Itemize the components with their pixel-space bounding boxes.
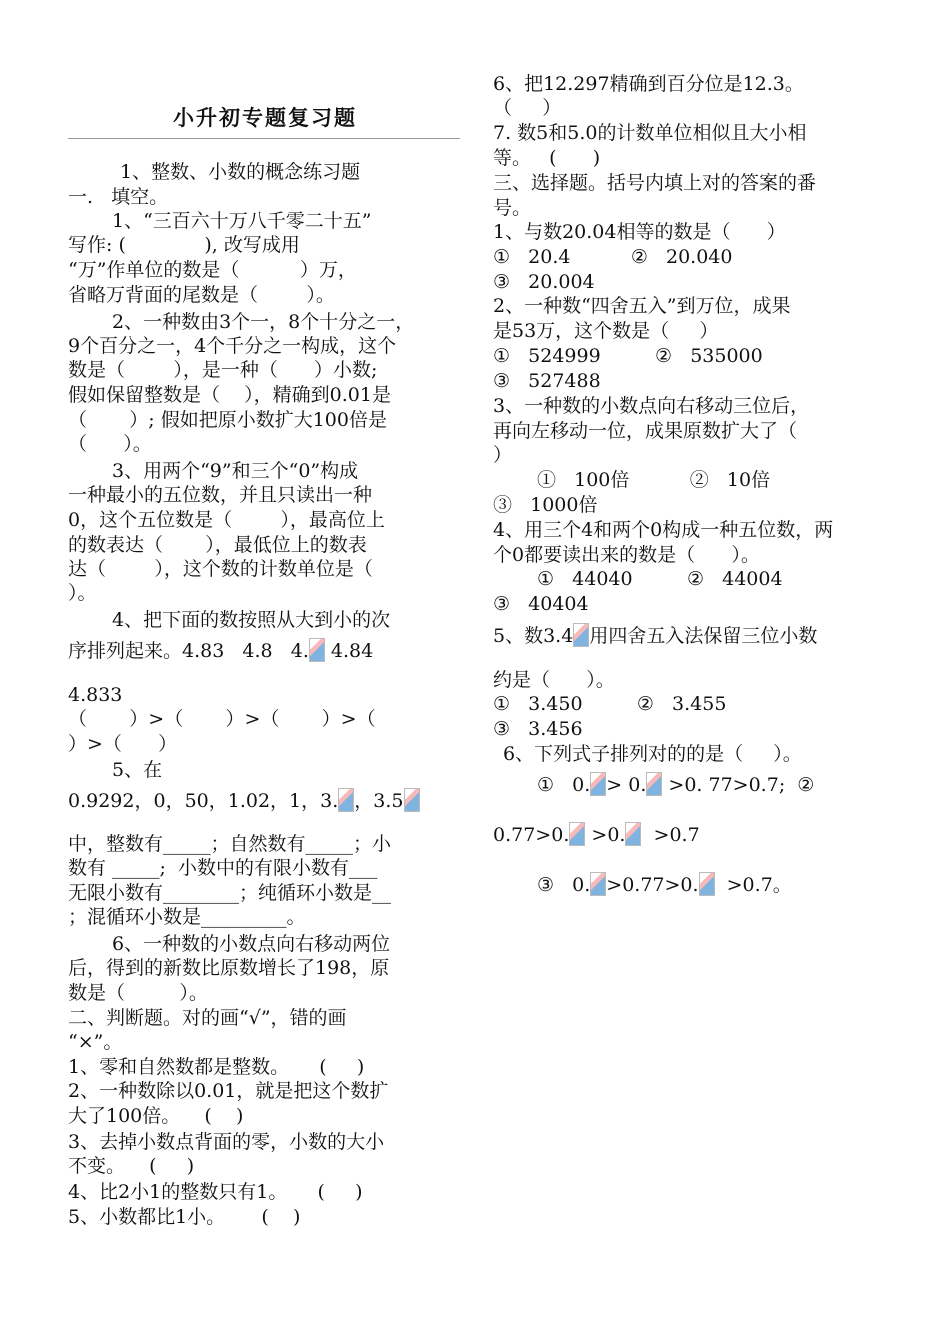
text-run: 1、零和自然数都是整数。 ( ): [68, 1056, 365, 1078]
text-run: 号。: [493, 197, 532, 219]
text-line: [537, 872, 792, 897]
text-line: [493, 443, 512, 467]
text-run: ）。: [68, 582, 97, 604]
text-line: [68, 508, 385, 532]
missing-image-icon: [646, 772, 662, 796]
text-line: [493, 592, 589, 616]
text-line: [493, 518, 833, 542]
text-line: [493, 319, 718, 343]
text-line: [68, 981, 208, 1005]
text-run: （ ）; 假如把原小数扩大100倍是: [68, 409, 387, 431]
missing-image-icon: [590, 772, 606, 796]
text-run: 4.84: [324, 640, 374, 662]
text-line: [68, 1104, 243, 1128]
text-run: 7. 数5和5.0的计数单位相似且大小相: [493, 122, 807, 144]
text-run: 等。 ( ): [493, 147, 601, 169]
text-line: [493, 270, 595, 294]
text-line: [68, 334, 396, 358]
text-line: [493, 369, 601, 393]
text-run: 3、去掉小数点背面的零，小数的大小: [68, 1131, 385, 1153]
text-run: 的数表达（ ），最低位上的数表: [68, 534, 367, 556]
text-run: 5、小数都比1小。 ( ): [68, 1206, 301, 1228]
text-run: 大了100倍。 ( ): [68, 1105, 244, 1127]
text-run: ③ 0.: [537, 874, 591, 896]
text-run: ）>（ ）: [68, 733, 178, 755]
text-run: （ ）。: [68, 433, 152, 455]
text-line: [112, 758, 162, 782]
text-run: 二、判断题。对的画“√”，错的画: [68, 1007, 347, 1029]
text-line: [68, 358, 377, 382]
text-line: [68, 638, 373, 663]
text-run: 无限小数有________；纯循环小数是__: [68, 882, 392, 904]
missing-image-icon: [590, 872, 606, 896]
missing-image-icon: [699, 872, 715, 896]
text-run: 数是（ ），是一种（ ）小数;: [68, 359, 378, 381]
text-line: [493, 196, 531, 220]
text-run: 2、一种数“四舍五入”到万位，成果: [493, 295, 791, 317]
text-line: [493, 146, 600, 170]
text-run: 3、一种数的小数点向右移动三位后，: [493, 395, 810, 417]
text-run: 0，这个五位数是（ ），最高位上: [68, 509, 385, 531]
text-line: [68, 1180, 363, 1204]
text-line: [68, 1030, 122, 1054]
text-line: [68, 533, 367, 557]
text-run: （ ）>（ ）>（ ）>（: [68, 708, 376, 730]
text-line: [68, 1130, 384, 1154]
text-run: 3、用两个“9”和三个“0”构成: [112, 460, 359, 482]
text-line: [493, 822, 700, 847]
text-run: 再向左移动一位，成果原数扩大了（: [493, 420, 798, 442]
text-line: [112, 608, 390, 632]
text-line: [68, 856, 378, 880]
text-run: 数是（ ）。: [68, 982, 208, 1004]
text-line: [493, 668, 615, 692]
text-run: 三、选择题。括号内填上对的答案的番: [493, 172, 817, 194]
text-run: ；混循环小数是_________。: [68, 906, 306, 928]
text-run: ① 20.4 ② 20.040: [493, 246, 733, 268]
text-line: [68, 956, 389, 980]
missing-image-icon: [569, 822, 585, 846]
text-run: >0. 77>0.7; ②: [662, 774, 815, 796]
text-line: [537, 468, 770, 492]
text-run: ① 524999 ② 535000: [493, 345, 763, 367]
text-run: “万”作单位的数是（ ）万，: [68, 259, 357, 281]
text-line: [537, 772, 814, 797]
text-run: >0.7。: [714, 874, 792, 896]
text-run: 个0都要读出来的数是（ ）。: [493, 544, 760, 566]
text-run: 不变。 ( ): [68, 1155, 195, 1177]
text-run: 1、整数、小数的概念练习题: [120, 161, 361, 183]
text-run: 6、一种数的小数点向右移动两位: [112, 933, 391, 955]
text-run: 用四舍五入法保留三位小数: [589, 625, 818, 647]
text-run: 一. 填空。: [68, 186, 169, 208]
text-run: 后，得到的新数比原数增长了198，原: [68, 957, 390, 979]
text-line: [493, 121, 806, 145]
text-run: ③ 527488: [493, 370, 601, 392]
text-line: [120, 160, 360, 184]
text-line: [493, 493, 597, 517]
text-line: [68, 707, 376, 731]
text-run: “×”。: [68, 1031, 123, 1053]
text-line: [68, 233, 300, 257]
missing-image-icon: [338, 788, 354, 812]
text-line: [493, 419, 797, 443]
text-run: 4、比2小1的整数只有1。 ( ): [68, 1181, 363, 1203]
text-line: [68, 483, 372, 507]
text-run: 省略万背面的尾数是（ ）。: [68, 284, 335, 306]
text-run: 6、下列式子排列对的的是（ ）。: [503, 743, 802, 765]
text-line: [68, 881, 391, 905]
text-run: 是53万，这个数是（ ）: [493, 320, 719, 342]
text-line: [493, 623, 817, 648]
text-line: [493, 72, 804, 96]
text-run: ）: [493, 444, 513, 466]
text-run: 5、数3.4: [493, 625, 574, 647]
text-line: [68, 732, 177, 756]
text-run: 序排列起来。4.83 4.8 4.: [68, 640, 309, 662]
text-run: 4.833: [68, 684, 123, 706]
text-line: [112, 459, 358, 483]
text-line: [493, 394, 809, 418]
text-line: [493, 96, 561, 120]
text-line: [503, 742, 802, 766]
missing-image-icon: [404, 788, 420, 812]
text-run: ③ 40404: [493, 593, 589, 615]
text-line: [68, 581, 97, 605]
text-line: [68, 788, 420, 813]
text-line: [68, 1055, 364, 1079]
text-run: 2、一种数由3个一，8个十分之一，: [112, 311, 415, 333]
text-line: [68, 1205, 300, 1229]
text-run: 1、“三百六十万八千零二十五”: [112, 210, 372, 232]
text-line: [112, 209, 372, 233]
text-run: ① 100倍 ② 10倍: [537, 469, 771, 491]
text-line: [537, 567, 783, 591]
text-run: ③ 20.004: [493, 271, 595, 293]
text-line: [68, 408, 387, 432]
text-run: 约是（ ）。: [493, 669, 615, 691]
text-line: [493, 692, 726, 716]
text-run: 假如保留整数是（ ），精确到0.01是: [68, 384, 391, 406]
text-line: [68, 432, 152, 456]
text-run: > 0.: [606, 774, 647, 796]
missing-image-icon: [625, 822, 641, 846]
text-run: 一种最小的五位数，并且只读出一种: [68, 484, 373, 506]
text-line: [68, 1154, 194, 1178]
text-line: [493, 294, 791, 318]
text-run: >0.: [585, 824, 626, 846]
text-run: ③ 3.456: [493, 718, 583, 740]
text-line: [493, 171, 816, 195]
text-line: [68, 905, 306, 929]
missing-image-icon: [573, 623, 589, 647]
text-line: [68, 683, 122, 707]
text-run: 中，整数有_____；自然数有_____；小: [68, 833, 392, 855]
text-run: ③ 1000倍: [493, 494, 598, 516]
text-run: 写作: ( ), 改写成用: [68, 234, 300, 256]
text-line: [493, 220, 786, 244]
title-divider: [68, 138, 460, 139]
text-line: [112, 932, 390, 956]
text-run: 0.9292，0，50，1.02，1，3.: [68, 790, 339, 812]
text-run: ① 44040 ② 44004: [537, 568, 783, 590]
page-title: 小升初专题复习题: [173, 106, 357, 130]
text-line: [112, 310, 414, 334]
text-run: （ ）: [493, 97, 562, 119]
text-run: 0.77>0.: [493, 824, 570, 846]
text-line: [68, 1079, 388, 1103]
text-line: [68, 557, 373, 581]
text-line: [68, 1006, 347, 1030]
text-run: ① 0.: [537, 774, 591, 796]
text-line: [493, 245, 733, 269]
text-line: [68, 258, 357, 282]
text-line: [68, 383, 391, 407]
text-line: [493, 543, 760, 567]
text-run: 6、把12.297精确到百分位是12.3。: [493, 73, 804, 95]
text-run: ① 3.450 ② 3.455: [493, 693, 727, 715]
text-run: 5、在: [112, 759, 163, 781]
text-line: [493, 717, 583, 741]
text-run: 2、一种数除以0.01，就是把这个数扩: [68, 1080, 389, 1102]
text-run: 4、用三个4和两个0构成一种五位数，两: [493, 519, 834, 541]
text-line: [68, 832, 391, 856]
text-run: 数有 _____; 小数中的有限小数有___: [68, 857, 378, 879]
text-run: 1、与数20.04相等的数是（ ）: [493, 221, 786, 243]
text-run: >0.7: [641, 824, 700, 846]
missing-image-icon: [309, 638, 325, 662]
text-run: 4、把下面的数按照从大到小的次: [112, 609, 391, 631]
text-run: >0.77>0.: [606, 874, 699, 896]
text-line: [68, 185, 168, 209]
text-line: [68, 283, 335, 307]
text-run: ，3.5: [354, 790, 404, 812]
text-run: 达（ ），这个数的计数单位是（: [68, 558, 373, 580]
text-line: [493, 344, 763, 368]
text-run: 9个百分之一，4个千分之一构成，这个: [68, 335, 397, 357]
